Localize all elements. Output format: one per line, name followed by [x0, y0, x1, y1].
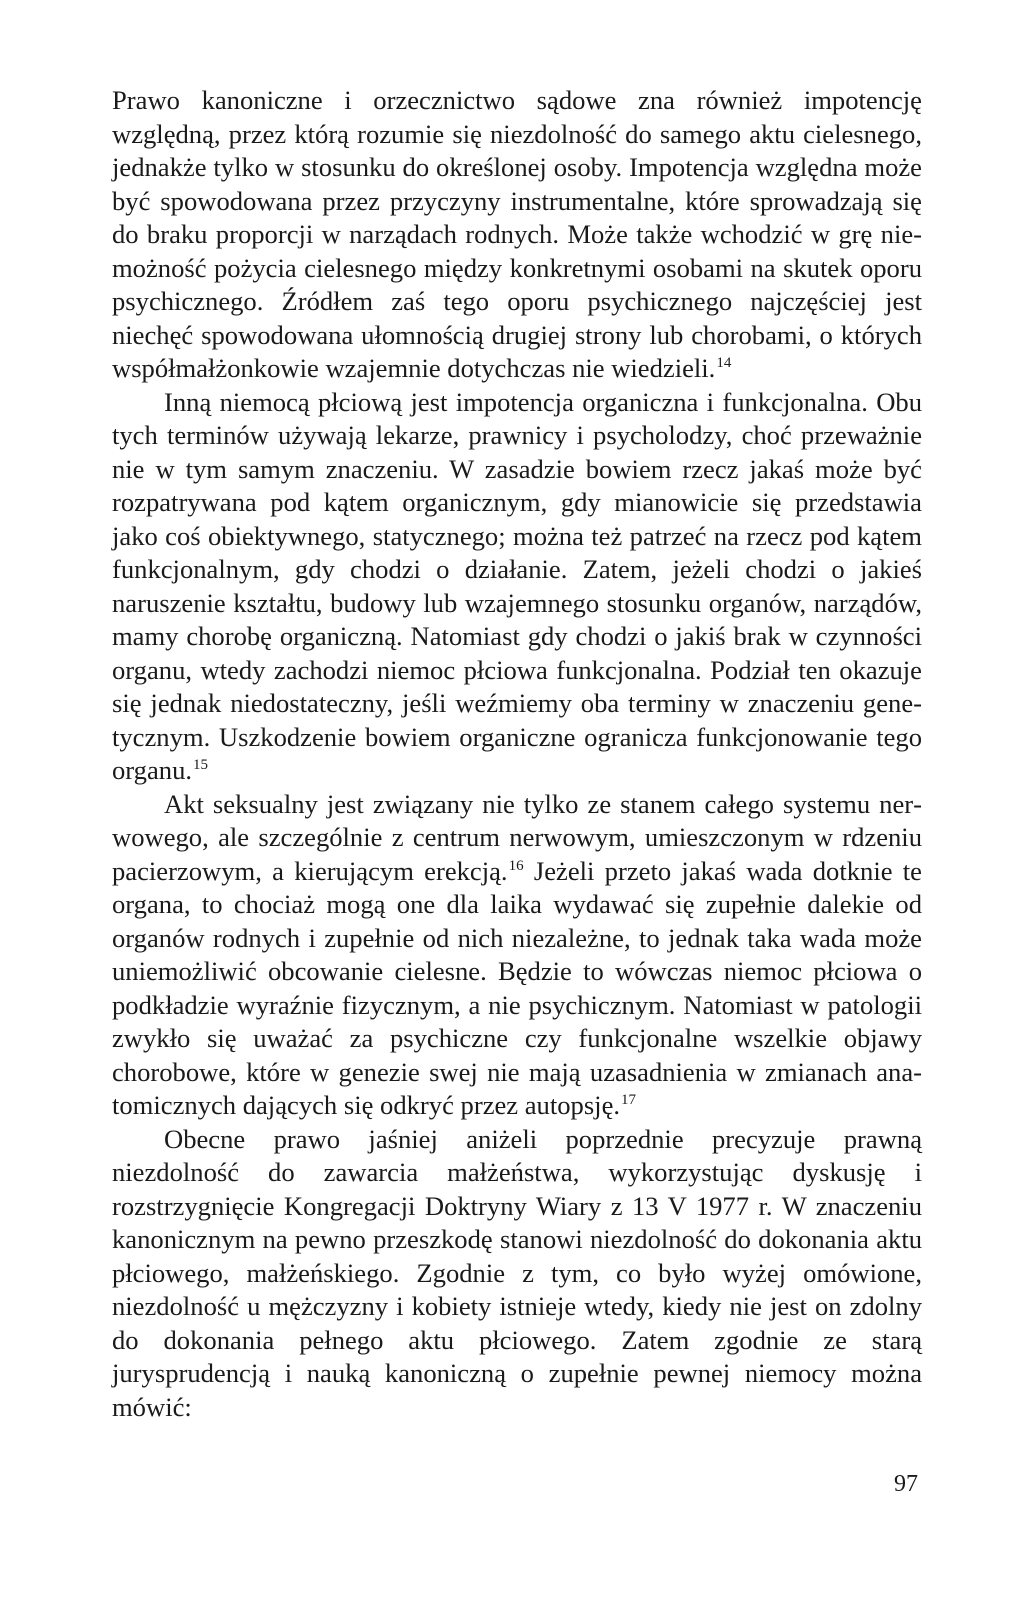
- paragraph-4-text: Obecne prawo jaśniej aniżeli poprzednie precyzuje prawną niezdolność do zawarcia małżeństwa, wykorzystując dyskusję i rozstrzygnięcie Kongregacji Doktryny Wiary z 13 V 1977 r. W znaczeniu kanonicznym na pewno przeszkodę stanowi niezdolność do dokonania aktu płciowego, małżeńskiego. Zgodnie z tym, co było wyżej omówione, niezdolność u mężczyzny i kobiety istnieje wtedy, kiedy nie jest on zdolny do dokonania pełnego aktu płciowego. Zatem zgodnie ze starą jurysprudencją i nauką kanoniczną o zupełnie pewnej niemocy można mówić:: [112, 1123, 922, 1422]
- footnote-ref-14: 14: [716, 355, 732, 372]
- paragraph-2-text: Inną niemocą płciową jest impotencja organiczna i funkcjonalna. Obu tych terminów używają lekarze, prawnicy i psycholodzy, choć przeważnie nie w tym samym znaczeniu. W zasadzie bowiem rzecz jakaś może być rozpatrywana pod kątem organicznym, gdy mianowicie się przedstawia jako coś obiektywnego, statycznego; można też patrzeć na rzecz pod kątem funkcjonalnym, gdy chodzi o działanie. Zatem, jeżeli chodzi o jakieś naruszenie kształtu, budowy lub wzajemnego stosunku organów, narządów, mamy chorobę organiczną. Natomiast gdy chodzi o jakiś brak w czynności organu, wtedy zachodzi niemoc płciowa funkcjonalna. Podział ten okazuje się jednak niedostateczny, jeśli weźmiemy oba terminy w znaczeniu genetycznym. Uszkodzenie bowiem organiczne ogranicza funkcjonowanie tego organu.: [112, 386, 922, 785]
- paragraph-1: [112, 84, 922, 386]
- paragraph-1-text: Prawo kanoniczne i orzecznictwo sądowe zna również impotencję względną, przez którą rozumie się niezdolność do samego aktu cielesnego, jednakże tylko w stosunku do określonej osoby. Impotencja względna może być spowodowana przez przyczyny instrumentalne, które sprowadzają się do braku proporcji w narządach rodnych. Może także wchodzić w grę niemożność pożycia cielesnego między konkretnymi osobami na skutek oporu psychicznego. Źródłem zaś tego oporu psychicznego najczęściej jest niechęć spowodowana ułomnością drugiej strony lub chorobami, o których współmałżonkowie wzajemnie dotychczas nie wiedzieli.: [112, 85, 922, 383]
- footnote-ref-16: 16: [508, 857, 524, 874]
- paragraph-3-text-start: Akt seksualny jest związany nie tylko ze stanem całego systemu nerwowego, ale szczególnie z centrum nerwowym, umieszczonym w rdzeniu pacierzowym, a kierującym erekcją.: [112, 788, 922, 886]
- paragraph-4: [112, 1123, 922, 1425]
- footnote-ref-17: 17: [621, 1092, 637, 1109]
- footnote-ref-15: 15: [193, 757, 209, 774]
- paragraph-3: [112, 788, 922, 1123]
- page-number: 97: [894, 1471, 918, 1497]
- body-text: [112, 84, 922, 1424]
- paragraph-2: [112, 386, 922, 788]
- paragraph-3-text: Jeżeli przeto jakaś wada dotknie te organa, to chociaż mogą one dla laika wydawać się zupełnie dalekie od organów rodnych i zupełnie od nich niezależne, to jednak taka wada może uniemożliwić obcowanie cielesne. Będzie to wówczas niemoc płciowa o podkładzie wyraźnie fizycznym, a nie psychicznym. Natomiast w patologii zwykło się uważać za psychiczne czy funkcjonalne wszelkie objawy chorobowe, które w genezie swej nie mają uzasadnienia w zmianach anatomicznych dających się odkryć przez autopsję.: [112, 855, 922, 1120]
